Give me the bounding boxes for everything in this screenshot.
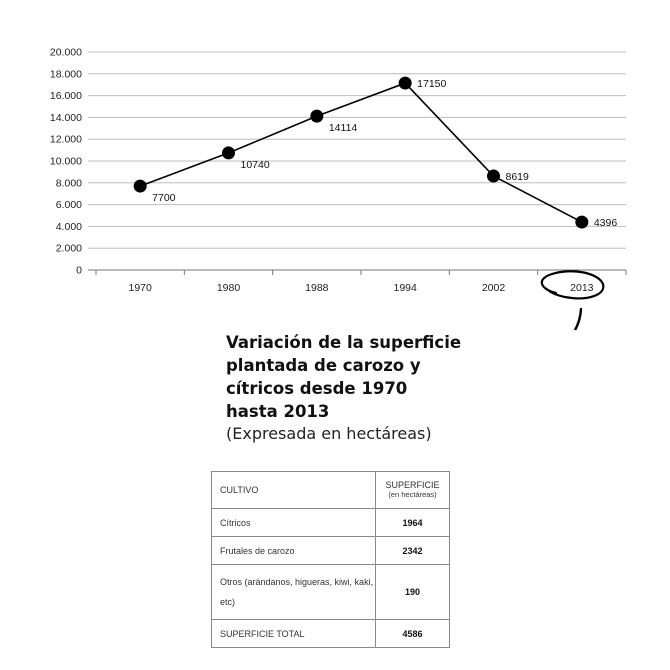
- data-label: 14114: [328, 122, 358, 135]
- x-tick-label: 2013: [570, 282, 594, 294]
- y-tick-label: 4.000: [55, 220, 82, 233]
- header-cultivo: CULTIVO: [212, 472, 376, 509]
- data-point: [487, 170, 500, 183]
- y-tick-label: 20.000: [49, 46, 82, 59]
- header-superficie: [376, 472, 450, 509]
- y-axis: [50, 47, 82, 277]
- y-tick-label: 2.000: [55, 242, 82, 255]
- data-label: 4396: [593, 217, 618, 230]
- y-tick-label: 10.000: [49, 155, 82, 168]
- x-tick-label: 1988: [305, 282, 329, 294]
- x-tick-label: 1994: [393, 282, 417, 294]
- header-superficie-unit: (en hectáreas): [388, 490, 437, 499]
- row-crop-value: 190: [376, 565, 450, 620]
- table-row-total: [212, 620, 450, 648]
- data-point: [310, 110, 323, 123]
- data-point: [134, 180, 147, 193]
- table-row: [212, 565, 450, 620]
- x-tick-label: 1970: [128, 282, 152, 294]
- data-label: 7700: [152, 192, 176, 205]
- table-row: [212, 509, 450, 537]
- crop-surface-table: [211, 471, 450, 648]
- y-tick-label: 14.000: [49, 111, 82, 124]
- y-tick-label: 18.000: [49, 68, 82, 81]
- annotation-arrow: [470, 309, 581, 330]
- table-row: [212, 537, 450, 565]
- caption-title: Variación de la superficie plantada de carozo y cítricos desde 1970 hasta 2013: [226, 333, 462, 421]
- data-label: 8619: [505, 171, 529, 184]
- data-point: [222, 146, 235, 159]
- row-crop-name: SUPERFICIE TOTAL: [212, 620, 376, 648]
- y-tick-label: 12.000: [49, 133, 82, 146]
- y-tick-label: 8.000: [55, 177, 82, 190]
- y-tick-label: 16.000: [49, 90, 82, 103]
- row-crop-name: Frutales de carozo: [212, 537, 376, 565]
- header-superficie-label: SUPERFICIE: [385, 480, 440, 490]
- data-label: 10740: [240, 158, 270, 171]
- data-point: [399, 77, 412, 90]
- row-crop-name: Cítricos: [212, 509, 376, 537]
- data-point: [575, 216, 588, 229]
- table-header-row: [212, 472, 450, 509]
- x-tick-label: 1980: [216, 282, 241, 294]
- row-crop-value: 4586: [376, 620, 450, 648]
- caption-subtitle: (Expresada en hectáreas): [226, 424, 432, 443]
- chart-caption: [226, 331, 486, 445]
- grid-lines: [88, 52, 626, 270]
- row-crop-value: 2342: [376, 537, 450, 565]
- row-crop-name: Otros (arándanos, higueras, kiwi, kaki, etc): [212, 565, 376, 620]
- series-line: [140, 83, 582, 222]
- y-tick-label: 0: [76, 264, 82, 277]
- row-crop-value: 1964: [376, 509, 450, 537]
- line-chart: [0, 0, 670, 330]
- data-label: 17150: [417, 78, 447, 91]
- data-labels: [152, 78, 617, 229]
- x-tick-label: 2002: [481, 282, 506, 294]
- y-tick-label: 6.000: [55, 199, 82, 212]
